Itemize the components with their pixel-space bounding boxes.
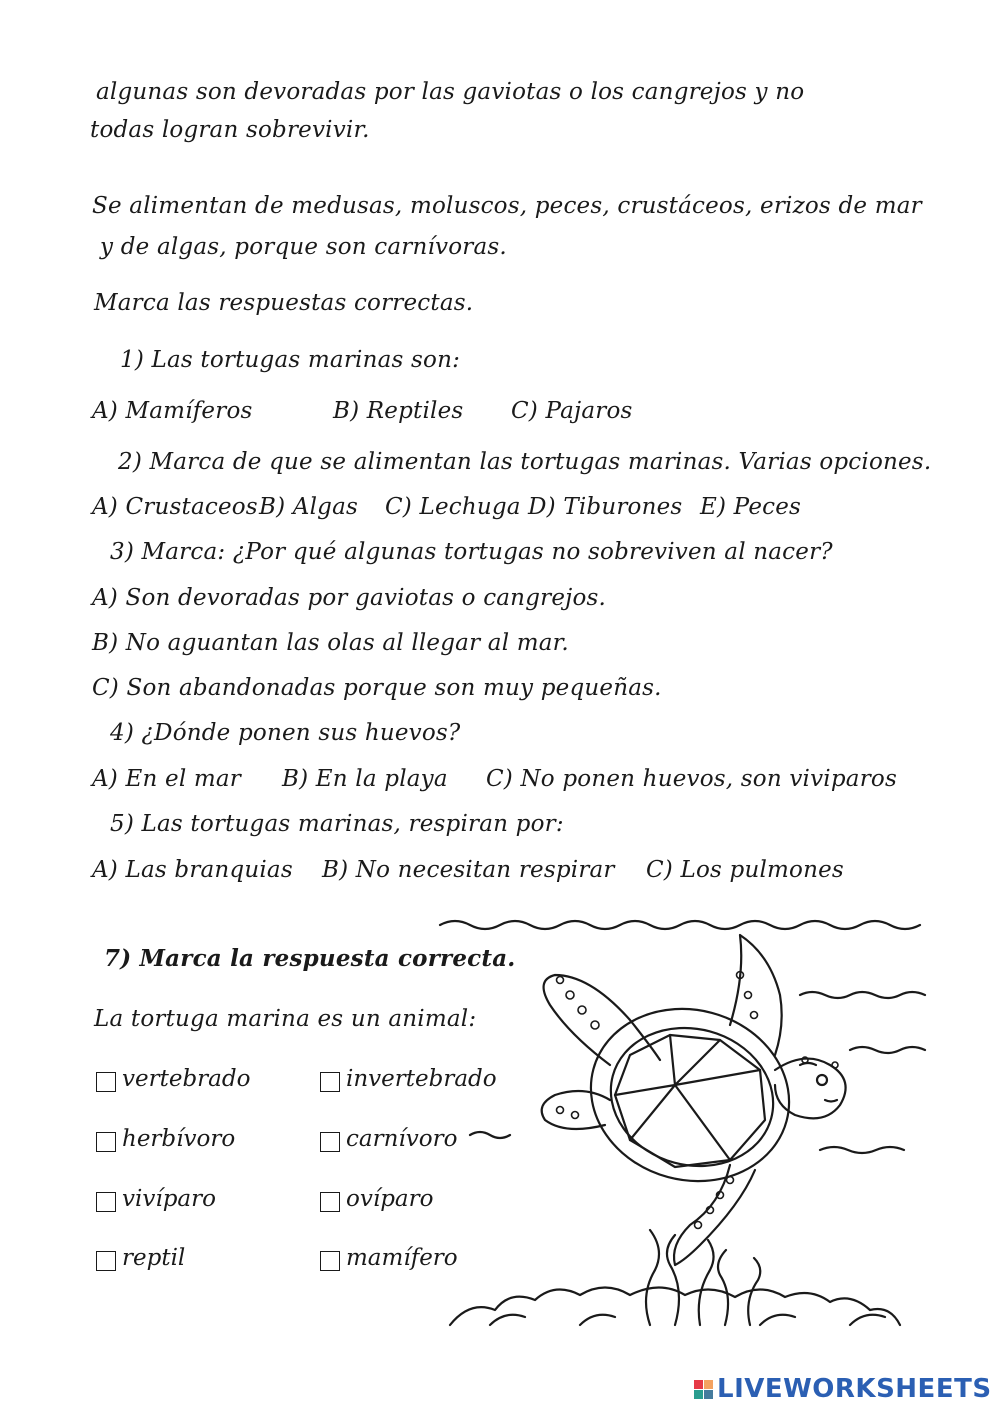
question-7-prompt: La tortuga marina es un animal: bbox=[94, 1006, 477, 1032]
question-4-label: 4) ¿Dónde ponen sus huevos? bbox=[110, 720, 461, 746]
question-3-option-c[interactable]: C) Son abandonadas porque son muy pequeñas. bbox=[92, 675, 662, 701]
question-7-title: 7) Marca la respuesta correcta. bbox=[104, 945, 516, 972]
intro-paragraph-1-line-2: todas logran sobrevivir. bbox=[90, 117, 370, 143]
question-5-label: 5) Las tortugas marinas, respiran por: bbox=[110, 811, 564, 837]
water-line bbox=[820, 1147, 904, 1153]
question-2-option-c[interactable]: C) Lechuga bbox=[385, 494, 521, 520]
water-line bbox=[800, 992, 925, 998]
checkbox-label: carnívoro bbox=[346, 1126, 458, 1152]
checkbox-label: mamífero bbox=[346, 1245, 458, 1271]
seaweed bbox=[718, 1250, 728, 1325]
intro-paragraph-2-line-2: y de algas, porque son carnívoras. bbox=[100, 234, 507, 260]
question-4-option-b[interactable]: B) En la playa bbox=[282, 766, 448, 792]
seaweed bbox=[699, 1240, 714, 1325]
seaweed bbox=[667, 1235, 679, 1325]
sea-turtle-illustration bbox=[430, 905, 950, 1335]
question-2-option-e[interactable]: E) Peces bbox=[700, 494, 802, 520]
liveworksheets-brand bbox=[694, 1374, 992, 1404]
checkbox-box[interactable] bbox=[320, 1072, 340, 1092]
checkbox-label: herbívoro bbox=[122, 1126, 236, 1152]
water-line bbox=[440, 921, 920, 929]
checkbox-box[interactable] bbox=[96, 1072, 116, 1092]
question-1-option-b[interactable]: B) Reptiles bbox=[333, 398, 464, 424]
checkbox-vertebrado[interactable] bbox=[96, 1066, 250, 1092]
instruction-heading: Marca las respuestas correctas. bbox=[94, 290, 474, 316]
intro-paragraph-1-line-1: algunas son devoradas por las gaviotas o los cangrejos y no bbox=[96, 79, 805, 105]
question-4-option-c[interactable]: C) No ponen huevos, son viviparos bbox=[486, 766, 897, 792]
question-4-option-a[interactable]: A) En el mar bbox=[92, 766, 242, 792]
checkbox-label: invertebrado bbox=[346, 1066, 497, 1092]
question-1-option-a[interactable]: A) Mamíferos bbox=[92, 398, 253, 424]
question-2-option-a[interactable]: A) Crustaceos bbox=[92, 494, 258, 520]
water-line bbox=[850, 1047, 925, 1053]
question-2-label: 2) Marca de que se alimentan las tortugas marinas. Varias opciones. bbox=[118, 449, 932, 475]
question-3-label: 3) Marca: ¿Por qué algunas tortugas no sobreviven al nacer? bbox=[110, 539, 833, 565]
question-5-option-b[interactable]: B) No necesitan respirar bbox=[322, 857, 615, 883]
water-line bbox=[470, 1132, 510, 1138]
checkbox-oviparo[interactable] bbox=[320, 1186, 433, 1212]
shell-scutes bbox=[615, 1035, 765, 1167]
checkbox-label: vertebrado bbox=[122, 1066, 251, 1092]
coral-rocks bbox=[490, 1315, 885, 1325]
question-2-option-d[interactable]: D) Tiburones bbox=[528, 494, 683, 520]
brand-name: LIVEWORKSHEETS bbox=[717, 1374, 992, 1404]
liveworksheets-logo-icon bbox=[694, 1380, 713, 1399]
checkbox-box[interactable] bbox=[96, 1132, 116, 1152]
checkbox-box[interactable] bbox=[320, 1192, 340, 1212]
question-5-option-c[interactable]: C) Los pulmones bbox=[646, 857, 844, 883]
question-5-option-a[interactable]: A) Las branquias bbox=[92, 857, 293, 883]
checkbox-label: ovíparo bbox=[346, 1186, 434, 1212]
question-1-option-c[interactable]: C) Pajaros bbox=[511, 398, 633, 424]
turtle-flipper bbox=[730, 935, 782, 1055]
checkbox-herbivoro[interactable] bbox=[96, 1126, 235, 1152]
checkbox-box[interactable] bbox=[96, 1192, 116, 1212]
checkbox-box[interactable] bbox=[96, 1251, 116, 1271]
question-3-option-b[interactable]: B) No aguantan las olas al llegar al mar. bbox=[92, 630, 569, 656]
intro-paragraph-2-line-1: Se alimentan de medusas, moluscos, peces, crustáceos, erizos de mar bbox=[92, 193, 922, 219]
coral-rocks bbox=[450, 1288, 900, 1326]
checkbox-viviparo[interactable] bbox=[96, 1186, 216, 1212]
checkbox-reptil[interactable] bbox=[96, 1245, 185, 1271]
checkbox-box[interactable] bbox=[320, 1251, 340, 1271]
question-2-option-b[interactable]: B) Algas bbox=[259, 494, 358, 520]
question-3-option-a[interactable]: A) Son devoradas por gaviotas o cangrejos. bbox=[92, 585, 607, 611]
checkbox-box[interactable] bbox=[320, 1132, 340, 1152]
question-1-label: 1) Las tortugas marinas son: bbox=[120, 347, 461, 373]
checkbox-label: reptil bbox=[122, 1245, 186, 1271]
checkbox-label: vivíparo bbox=[122, 1186, 216, 1212]
turtle-eye bbox=[817, 1075, 827, 1085]
seaweed bbox=[646, 1230, 659, 1325]
